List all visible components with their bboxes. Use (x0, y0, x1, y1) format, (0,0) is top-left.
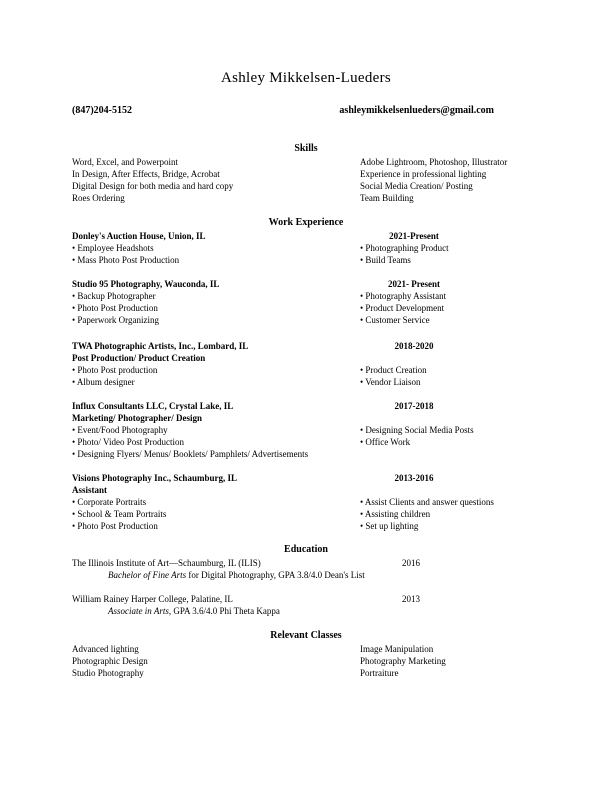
job-duty: • Designing Flyers/ Menus/ Booklets/ Pamphlets/ Advertisements (72, 449, 309, 459)
section-heading-skills: Skills (294, 143, 318, 154)
section-heading-education: Education (284, 544, 328, 555)
job-duty: • Assisting children (360, 509, 431, 519)
class-item: Advanced lighting (72, 644, 139, 654)
job-company: Visions Photography Inc., Schaumburg, IL (72, 473, 237, 483)
job-dates: 2017-2018 (394, 401, 434, 411)
job-duty: • Photo Post production (72, 365, 158, 375)
skill-item: Digital Design for both media and hard copy (72, 181, 234, 191)
job-duty: • Corporate Portraits (72, 497, 147, 507)
degree-line (108, 569, 365, 581)
job-dates: 2021-Present (389, 231, 439, 241)
job-duty: • Photo/ Video Post Production (72, 437, 184, 447)
degree-line (108, 605, 280, 617)
job-duty: • Paperwork Organizing (72, 315, 159, 325)
job-duty: • School & Team Portraits (72, 509, 167, 519)
section-heading-work-experience: Work Experience (268, 217, 344, 228)
job-duty: • Build Teams (360, 255, 411, 265)
job-duty: • Designing Social Media Posts (360, 425, 474, 435)
degree-name: Associate in Arts (108, 606, 169, 616)
job-duty: • Event/Food Photography (72, 425, 168, 435)
job-duty: • Product Development (360, 303, 445, 313)
job-duty: • Assist Clients and answer questions (360, 497, 494, 507)
job-duty: • Customer Service (360, 315, 430, 325)
job-dates: 2018-2020 (394, 341, 434, 351)
job-role: Post Production/ Product Creation (72, 353, 206, 363)
class-item: Photographic Design (72, 656, 148, 666)
class-item: Studio Photography (72, 668, 144, 678)
skill-item: Team Building (360, 193, 414, 203)
job-duty: • Vendor Liaison (360, 377, 421, 387)
skill-item: Word, Excel, and Powerpoint (72, 157, 179, 167)
skill-item: Roes Ordering (72, 193, 125, 203)
graduation-year: 2013 (402, 594, 420, 604)
job-duty: • Product Creation (360, 365, 427, 375)
skill-item: In Design, After Effects, Bridge, Acrobat (72, 169, 220, 179)
job-dates: 2021- Present (387, 279, 441, 289)
job-duty: • Photography Assistant (360, 291, 447, 301)
job-duty: • Employee Headshots (72, 243, 154, 253)
class-item: Photography Marketing (360, 656, 446, 666)
job-role: Assistant (72, 485, 108, 495)
graduation-year: 2016 (402, 558, 420, 568)
job-company: TWA Photographic Artists, Inc., Lombard, IL (72, 341, 249, 351)
job-duty: • Album designer (72, 377, 135, 387)
job-company: Donley's Auction House, Union, IL (72, 231, 206, 241)
degree-name: Bachelor of Fine Arts (108, 570, 187, 580)
job-duty: • Office Work (360, 437, 411, 447)
phone-number: (847)204-5152 (72, 105, 132, 116)
job-duty: • Mass Photo Post Production (72, 255, 180, 265)
skill-item: Experience in professional lighting (360, 169, 487, 179)
class-item: Portraiture (360, 668, 399, 678)
email-address: ashleymikkelsenlueders@gmail.com (339, 105, 494, 116)
job-company: Influx Consultants LLC, Crystal Lake, IL (72, 401, 234, 411)
job-duty: • Photographing Product (360, 243, 449, 253)
job-duty: • Backup Photographer (72, 291, 156, 301)
job-dates: 2013-2016 (394, 473, 434, 483)
class-item: Image Manipulation (360, 644, 434, 654)
skill-item: Adobe Lightroom, Photoshop, Illustrator (360, 157, 508, 167)
school-name: William Rainey Harper College, Palatine, IL (72, 594, 233, 604)
school-name: The Illinois Institute of Art—Schaumburg, IL (ILIS) (72, 558, 261, 568)
skill-item: Social Media Creation/ Posting (360, 181, 473, 191)
degree-detail: for Digital Photography, GPA 3.8/4.0 Dean's List (186, 570, 365, 580)
job-company: Studio 95 Photography, Wauconda, IL (72, 279, 220, 289)
job-role: Marketing/ Photographer/ Design (72, 413, 202, 423)
job-duty: • Photo Post Production (72, 521, 158, 531)
degree-detail: , GPA 3.6/4.0 Phi Theta Kappa (168, 606, 280, 616)
section-heading-relevant-classes: Relevant Classes (270, 630, 342, 641)
candidate-name: Ashley Mikkelsen-Lueders (220, 70, 392, 86)
job-duty: • Set up lighting (360, 521, 419, 531)
job-duty: • Photo Post Production (72, 303, 158, 313)
